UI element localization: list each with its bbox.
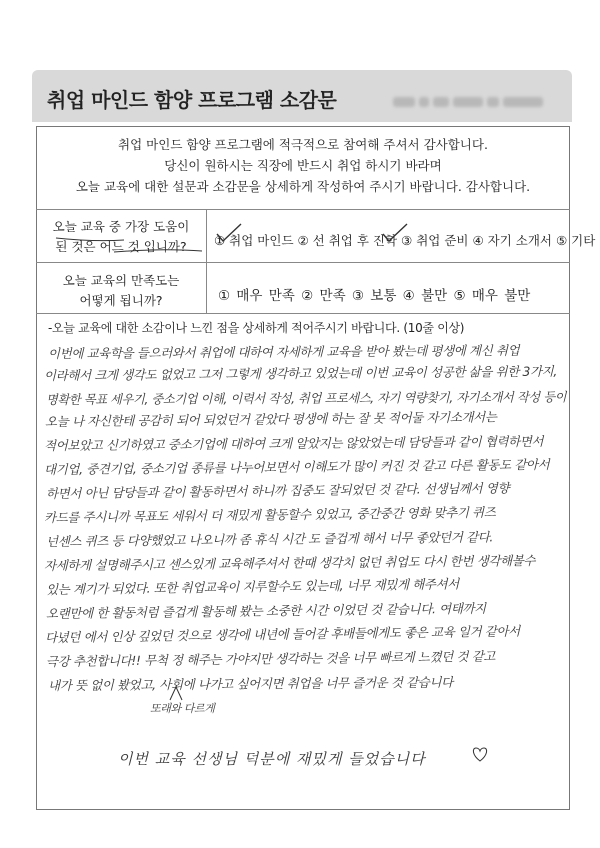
handwritten-line: 이라해서 크게 생각도 없었고 그저 그렇게 생각하고 있었는데 이번 교육이 성공한 삶을 위한 3가지, [43, 363, 557, 383]
handwritten-line: 극강 추천합니다!! 무척 정 해주는 가야지만 생각하는 것을 너무 빠르게 느꼈던 것 같고 [45, 648, 496, 669]
handwritten-line: 넌센스 퀴즈 등 다양했었고 나오니까 좀 휴식 시간 도 즐겁게 해서 너무 좋았던거 같다. [45, 529, 494, 549]
handwritten-line: 있는 계기가 되었다. 또한 취업교육이 지루할수도 있는데, 너무 재밌게 해주셔서 [45, 576, 459, 597]
insertion-caret [168, 684, 184, 702]
divider [36, 209, 570, 210]
column-divider [206, 209, 207, 313]
handwritten-line: 오늘 나 자신한테 공감히 되어 되었던거 같았다 평생에 하는 잘 못 적어둘 자기소개서는 [44, 409, 497, 429]
question-2-label [36, 271, 206, 311]
question-1-options: ① 취업 마인드 ② 선 취업 후 진학 ③ 취업 준비 ④ 자기 소개서 ⑤ 기타 [214, 233, 596, 248]
checkmark-icon [380, 222, 410, 246]
redacted-name [393, 92, 563, 104]
handwritten-insertion: 또래와 다르게 [150, 702, 215, 715]
handwritten-line: 내가 뜻 없이 봤었고, 사회에 나가고 싶어지면 취업을 너무 즐거운 것 같습니다 [47, 674, 453, 693]
divider [36, 262, 570, 263]
handwritten-line: 카드를 주시니까 목표도 세워서 더 재밌게 활동할수 있었고, 중간중간 영화 맞추기 퀴즈 [43, 504, 496, 525]
essay-instruction: -오늘 교육에 대한 소감이나 느낀 점을 상세하게 적어주시기 바랍니다. (10줄 이상) [48, 321, 465, 335]
divider [36, 313, 570, 314]
handwritten-line: 명확한 목표 세우기, 중소기업 이해, 이력서 작성, 취업 프로세스, 자기 역량찾기, 자기소개서 작성 등이 [45, 389, 567, 407]
question-2-line: 어떻게 됩니까? [79, 293, 163, 308]
question-1-line: 오늘 교육 중 가장 도움이 [52, 219, 190, 234]
intro-line: 오늘 교육에 대한 설문과 소감문을 상세하게 작성하여 주시기 바랍니다. 감사합니다. [75, 179, 531, 194]
handwritten-line: 자세하게 설명해주시고 센스있게 교육해주셔서 한때 생각치 없던 취업도 다시 한번 생각해볼수 [43, 552, 536, 573]
handwritten-line: 하면서 아닌 담당들과 같이 활동하면서 하니까 집중도 잘되었던 것 같다. 선생님께서 영향 [45, 480, 510, 501]
question-2-line: 오늘 교육의 만족도는 [62, 273, 180, 288]
heart-icon [470, 744, 490, 764]
document-title: 취업 마인드 함양 프로그램 소감문 [47, 88, 337, 112]
intro-text [36, 134, 570, 197]
intro-line: 당신이 원하시는 직장에 반드시 취업 하시기 바라며 [164, 158, 442, 173]
handwritten-line: 적어보았고 신기하였고 중소기업에 대하여 크게 알았지는 않았었는데 담당들과 같이 협력하면서 [43, 433, 544, 453]
underline-mark [54, 218, 204, 258]
handwritten-line: 대기업, 중견기업, 중소기업 종류를 나누어보면서 이해도가 많이 커진 것 같고 다른 활동도 같아서 [43, 456, 550, 477]
intro-line: 취업 마인드 함양 프로그램에 적극적으로 참여해 주셔서 감사합니다. [118, 137, 488, 152]
question-1-line: 된 것은 어느 것 입니까? [55, 239, 187, 254]
checkmark-icon [214, 222, 244, 246]
handwritten-line: 다녔던 에서 인상 깊었던 것으로 생각에 내년에 들어갈 후배들에게도 좋은 교육 일거 같아서 [44, 623, 520, 645]
question-2-options: ① 매우 만족 ② 만족 ③ 보통 ④ 불만 ⑤ 매우 불만 [218, 288, 531, 304]
handwritten-closing: 이번 교육 선생님 덕분에 재밌게 들었습니다 [118, 750, 426, 768]
handwritten-line: 이번에 교육학을 들으러와서 취업에 대하여 자세하게 교육을 받아 봤는데 평생에 계신 취업 [47, 342, 520, 361]
handwritten-line: 오랜만에 한 활동처럼 즐겁게 활동해 봤는 소중한 시간 이었던 것 같습니다. 여태까지 [45, 600, 486, 621]
